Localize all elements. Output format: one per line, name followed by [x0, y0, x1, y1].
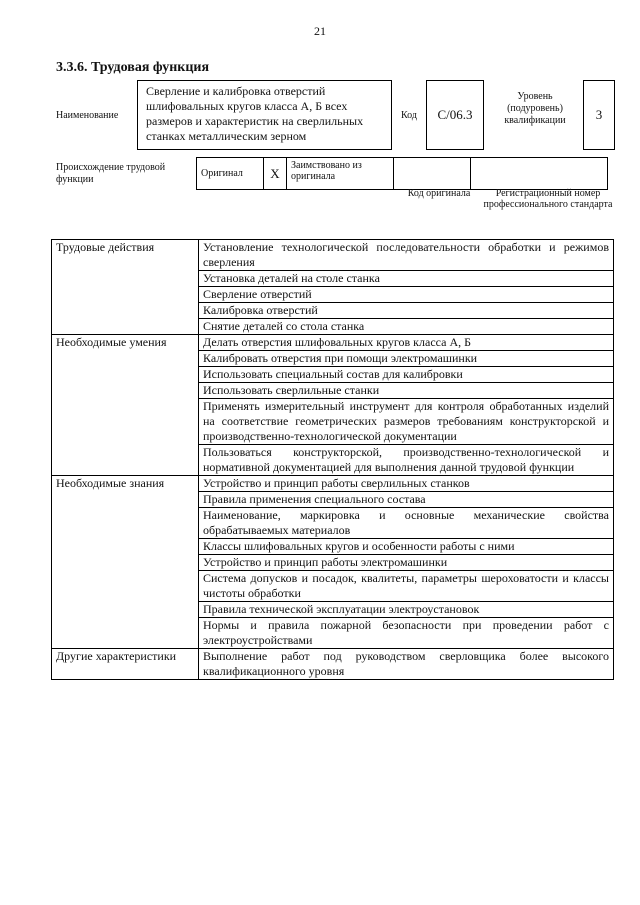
code-label: Код	[401, 110, 417, 121]
item-cell: Установка деталей на столе станка	[199, 271, 614, 287]
category-cell: Трудовые действия	[52, 240, 199, 335]
item-cell: Калибровать отверстия при помощи электромашинки	[199, 351, 614, 367]
page-number: 21	[314, 24, 326, 38]
category-cell: Необходимые знания	[52, 476, 199, 649]
item-cell: Использовать сверлильные станки	[199, 383, 614, 399]
function-code-box: С/06.3	[426, 80, 484, 150]
reg-number-cell	[471, 158, 608, 190]
qualification-level-box: 3	[583, 80, 615, 150]
item-cell: Калибровка отверстий	[199, 303, 614, 319]
name-label: Наименование	[56, 110, 119, 121]
item-cell: Применять измерительный инструмент для контроля обработанных изделий на соответствие геометрических размеров требованиям конструкторской и производственно-технологической документации	[199, 399, 614, 445]
item-cell: Снятие деталей со стола станка	[199, 319, 614, 335]
borrowed-label: Заимствовано из оригинала	[287, 158, 394, 190]
category-cell: Необходимые умения	[52, 335, 199, 476]
item-cell: Нормы и правила пожарной безопасности при проведении работ с электроустройствами	[199, 618, 614, 649]
table-row	[52, 335, 614, 351]
table-row	[52, 649, 614, 680]
item-cell: Правила применения специального состава	[199, 492, 614, 508]
category-cell: Другие характеристики	[52, 649, 199, 680]
item-cell: Установление технологической последовательности обработки и режимов сверления	[199, 240, 614, 271]
original-mark: Х	[264, 158, 287, 190]
labor-function-table	[51, 239, 614, 680]
origin-table	[196, 157, 608, 190]
item-cell: Правила технической эксплуатации электроустановок	[199, 602, 614, 618]
item-cell: Выполнение работ под руководством сверловщика более высокого квалификационного уровня	[199, 649, 614, 680]
item-cell: Пользоваться конструкторской, производственно-технологической и нормативной документацией для выполнения данной трудовой функции	[199, 445, 614, 476]
qualification-level-label: Уровень (подуровень) квалификации	[504, 91, 566, 126]
original-code-cell	[394, 158, 471, 190]
item-cell: Использовать специальный состав для калибровки	[199, 367, 614, 383]
code-original-caption: Код оригинала	[407, 188, 471, 199]
table-row	[52, 240, 614, 271]
item-cell: Наименование, маркировка и основные механические свойства обрабатываемых материалов	[199, 508, 614, 539]
origin-label: Происхождение трудовой функции	[56, 162, 166, 185]
item-cell: Сверление отверстий	[199, 287, 614, 303]
item-cell: Классы шлифовальных кругов и особенности работы с ними	[199, 539, 614, 555]
item-cell: Устройство и принцип работы сверлильных станков	[199, 476, 614, 492]
reg-number-caption: Регистрационный номер профессионального стандарта	[483, 188, 613, 210]
original-label: Оригинал	[197, 158, 264, 190]
item-cell: Система допусков и посадок, квалитеты, параметры шероховатости и классы чистоты обработки	[199, 571, 614, 602]
table-row	[52, 476, 614, 492]
function-name-box: Сверление и калибровка отверстий шлифовальных кругов класса А, Б всех размеров и характеристик на сверлильных станках металлическим зерном	[137, 80, 392, 150]
section-title: 3.3.6. Трудовая функция	[56, 60, 210, 75]
item-cell: Делать отверстия шлифовальных кругов класса А, Б	[199, 335, 614, 351]
item-cell: Устройство и принцип работы электромашинки	[199, 555, 614, 571]
